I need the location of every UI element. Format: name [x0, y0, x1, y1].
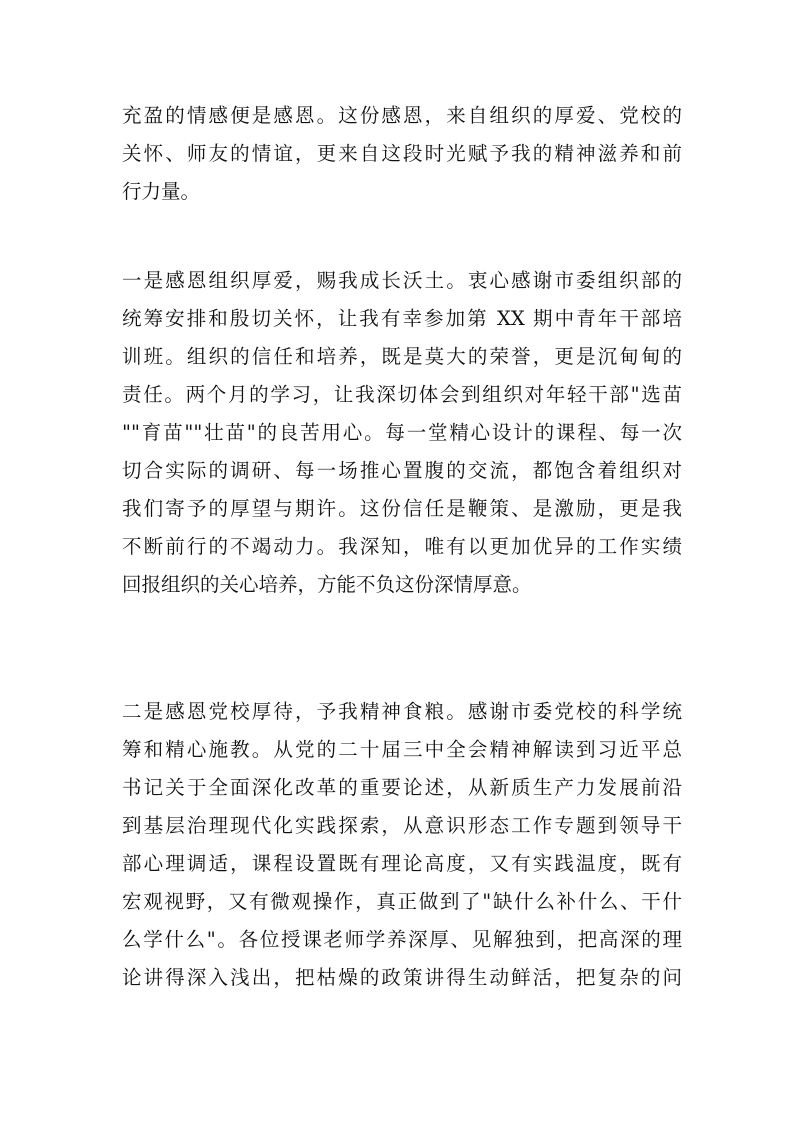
- text-line: 回报组织的关心培养，方能不负这份深情厚意。: [122, 573, 532, 596]
- text-line: 论讲得深入浅出，把枯燥的政策讲得生动鲜活，把复杂的问: [122, 966, 682, 989]
- text-line: 书记关于全面深化改革的重要论述，从新质生产力发展前沿: [122, 776, 682, 799]
- text-line: ""育苗""壮苗"的良苦用心。每一堂精心设计的课程、每一次: [122, 421, 682, 444]
- text-line: 切合实际的调研、每一场推心置腹的交流，都饱含着组织对: [122, 459, 682, 482]
- text-line: 么学什么"。各位授课老师学养深厚、见解独到，把高深的理: [122, 928, 682, 951]
- text-line: 训班。组织的信任和培养，既是莫大的荣誉，更是沉甸甸的: [122, 345, 682, 368]
- text-line: 充盈的情感便是感恩。这份感恩，来自组织的厚爱、党校的: [122, 104, 682, 127]
- paragraph-gratitude-intro: [122, 97, 682, 211]
- text-line: 统筹安排和殷切关怀，让我有幸参加第 XX 期中青年干部培: [122, 307, 682, 330]
- text-line: 筹和精心施教。从党的二十届三中全会精神解读到习近平总: [122, 738, 682, 761]
- paragraph-gratitude-organization: [122, 262, 682, 604]
- text-line: 不断前行的不竭动力。我深知，唯有以更加优异的工作实绩: [122, 535, 682, 558]
- text-line: 部心理调适，课程设置既有理论高度，又有实践温度，既有: [122, 852, 682, 875]
- text-line: 责任。两个月的学习，让我深切体会到组织对年轻干部"选苗: [122, 383, 682, 406]
- paragraph-gratitude-party-school: [122, 693, 682, 997]
- text-line: 宏观视野，又有微观操作，真正做到了"缺什么补什么、干什: [122, 890, 682, 913]
- text-line: 二是感恩党校厚待，予我精神食粮。感谢市委党校的科学统: [122, 700, 682, 723]
- text-line: 行力量。: [122, 180, 201, 203]
- text-line: 一是感恩组织厚爱，赐我成长沃土。衷心感谢市委组织部的: [122, 269, 682, 292]
- text-line: 我们寄予的厚望与期许。这份信任是鞭策、是激励，更是我: [122, 497, 682, 520]
- text-line: 到基层治理现代化实践探索，从意识形态工作专题到领导干: [122, 814, 682, 837]
- text-line: 关怀、师友的情谊，更来自这段时光赋予我的精神滋养和前: [122, 142, 682, 165]
